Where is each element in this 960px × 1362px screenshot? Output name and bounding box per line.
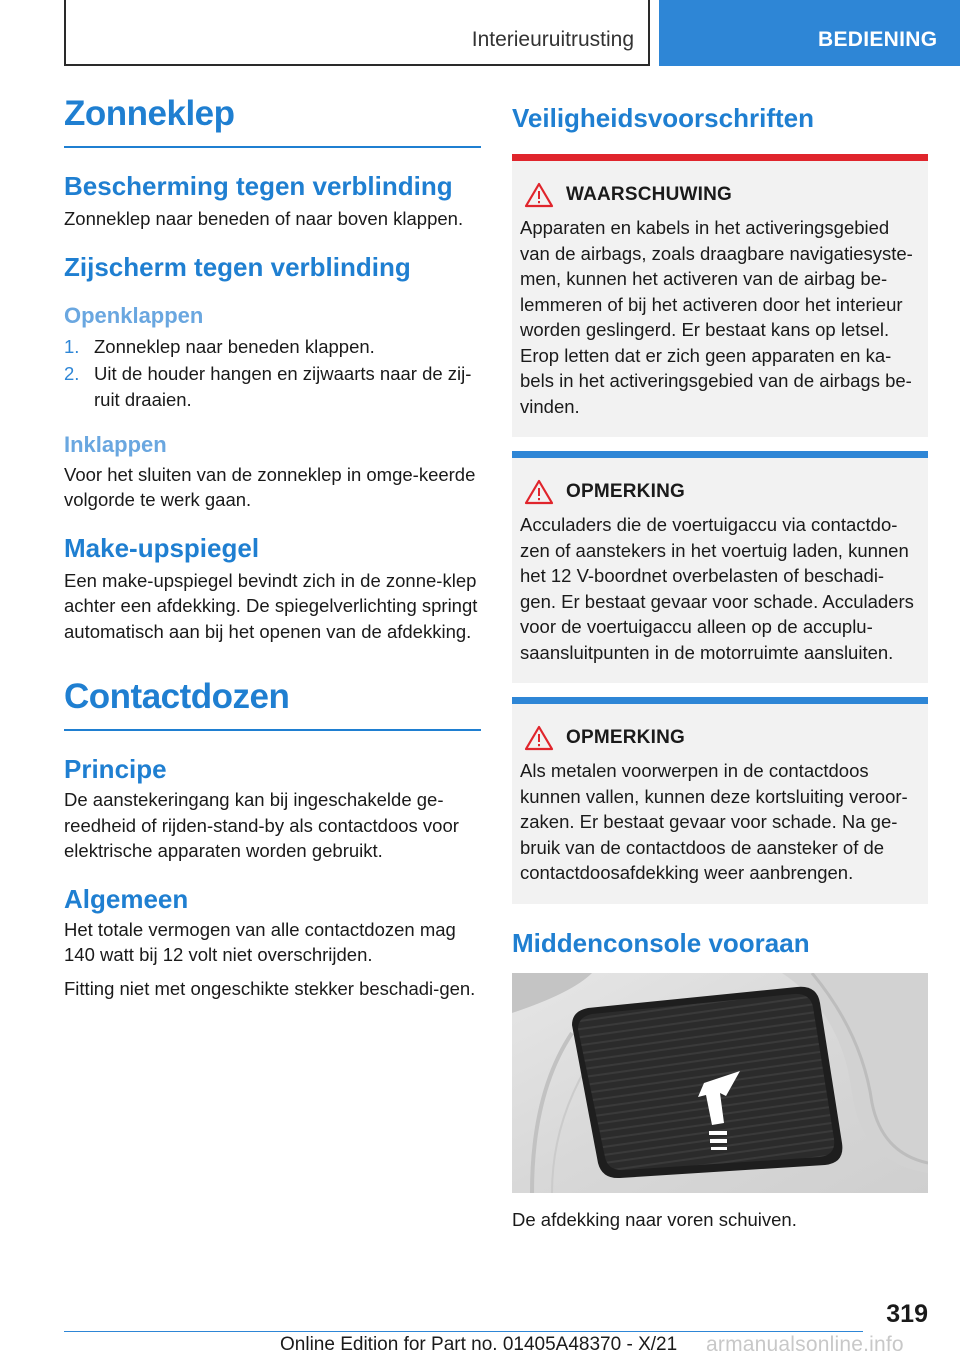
notice-header	[520, 722, 920, 754]
bescherming-heading: Bescherming tegen verblinding	[64, 170, 453, 201]
notice-box	[512, 697, 928, 904]
notice-title: OPMERKING	[566, 481, 685, 503]
middenconsole-heading: Middenconsole vooraan	[512, 927, 810, 958]
header-chapter-label: BEDIENING	[818, 28, 938, 51]
footer-edition: Online Edition for Part no. 01405A48370 - X/21	[280, 1334, 678, 1355]
principe-heading: Principe	[64, 753, 167, 784]
openklappen-steps	[64, 334, 481, 413]
algemeen-text-2: Fitting niet met ongeschikte stekker beschadi‐gen.	[64, 977, 476, 999]
zijscherm-heading: Zijscherm tegen verblinding	[64, 252, 411, 283]
warning-box	[512, 154, 928, 437]
algemeen-text-1: Het totale vermogen van alle contactdozen mag 140 watt bij 12 volt niet overschrijden.	[64, 918, 456, 966]
bescherming-text: Zonneklep naar beneden of naar boven klappen.	[64, 207, 464, 229]
console-cover-illustration	[512, 973, 928, 1193]
page-number: 319	[886, 1300, 928, 1328]
warning-title: WAARSCHUWING	[566, 184, 732, 206]
algemeen-heading: Algemeen	[64, 883, 189, 914]
step-item	[64, 361, 481, 412]
warning-triangle-icon	[524, 479, 554, 505]
contactdozen-title: Contactdozen	[64, 678, 481, 731]
step-number: 2.	[64, 363, 80, 385]
photo-caption: De afdekking naar voren schuiven.	[512, 1208, 797, 1230]
warning-text: Apparaten en kabels in het activeringsgebied van de airbags, zoals draagbare navigatiesyste‐men, kunnen het activeren van de airbag be‐lemmeren of bij het activeren door het interieur worden geslingerd. Er bestaat kans op letsel. Erop letten dat er zich geen apparaten en ka‐bels in het activeringsgebied van de airbags be‐vinden.	[520, 217, 913, 417]
principe-text: De aanstekeringang kan bij ingeschakelde ge‐reedheid of rijden-stand-by als contactdoos voor elektrische apparaten worden gebruikt.	[64, 789, 459, 862]
inklappen-text: Voor het sluiten van de zonneklep in omge‐keerde volgorde te werk gaan.	[64, 463, 476, 511]
warning-triangle-icon	[524, 725, 554, 751]
notice-box	[512, 451, 928, 683]
warning-triangle-icon	[524, 182, 554, 208]
step-text: Zonneklep naar beneden klappen.	[94, 335, 375, 357]
right-column	[512, 95, 928, 1232]
makeup-text: Een make-upspiegel bevindt zich in de zonne‐klep achter een afdekking. De spiegelverlichting springt automatisch aan bij het openen van de afdekking.	[64, 569, 478, 642]
openklappen-heading: Openklappen	[64, 303, 204, 329]
makeup-heading: Make-upspiegel	[64, 532, 260, 563]
console-cover-photo	[512, 973, 928, 1193]
notice-text: Acculaders die de voertuigaccu via contactdo‐zen of aanstekers in het voertuig laden, kunnen het 12 V-boordnet overbelasten of beschadi‐gen. Er bestaat gevaar voor schade. Acculaders voor de voertuigaccu alleen op de accuplu‐saansluitpunten in de motorruimte aansluiten.	[520, 514, 914, 663]
header-section-title: Interieuruitrusting	[471, 28, 634, 51]
notice-title: OPMERKING	[566, 727, 685, 749]
step-item	[64, 334, 481, 360]
warning-header	[520, 179, 920, 211]
notice-text: Als metalen voorwerpen in de contactdoos kunnen vallen, kunnen deze kortsluiting veroor‐zaken. Er bestaat gevaar voor schade. Na ge‐bruik van de contactdoos de aansteker of de contactdoosafdekking weer aanbrengen.	[520, 760, 908, 884]
step-text: Uit de houder hangen en zijwaarts naar de zij‐ruit draaien.	[94, 363, 472, 410]
veiligheid-heading: Veiligheidsvoorschriften	[512, 103, 814, 133]
watermark: armanualsonline.info	[706, 1333, 904, 1356]
step-number: 1.	[64, 335, 80, 357]
left-column	[64, 95, 481, 1001]
inklappen-heading: Inklappen	[64, 432, 167, 458]
zonneklep-title: Zonneklep	[64, 95, 481, 148]
footer-divider	[64, 1331, 863, 1332]
notice-header	[520, 476, 920, 508]
